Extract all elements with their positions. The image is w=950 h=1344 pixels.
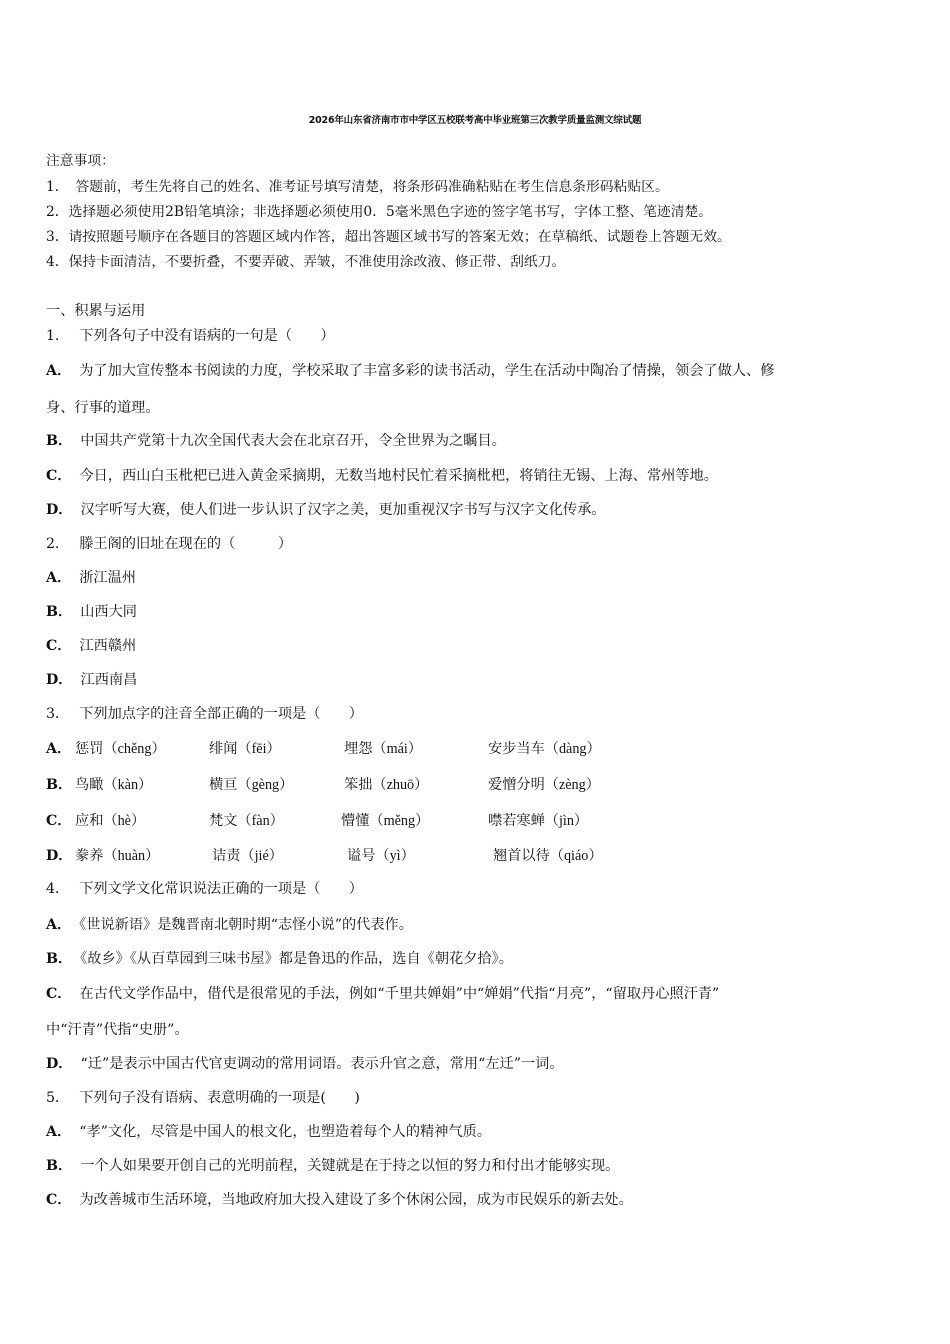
option-text: 汉字听写大赛，使人们进一步认识了汉字之美，更加重视汉字书写与汉字文化传承。: [80, 502, 606, 518]
option-label: D．: [46, 848, 73, 864]
option-text: 一个人如果要开创自己的光明前程，关键就是在于持之以恒的努力和付出才能够实现。: [80, 1158, 620, 1174]
option-text: 今日，西山白玉枇杷已进入黄金采摘期，无数当地村民忙着采摘枇杷，将销往无锡、上海、常州等地。: [79, 468, 718, 484]
q5-option-b: [46, 1157, 619, 1175]
option-label: B．: [46, 951, 73, 967]
option-text: 在古代文学作品中，借代是很常见的手法，例如“千里共婵娟”中“婵娟”代指“月亮”，“留取丹心照汗青”: [79, 986, 720, 1002]
question-text: 下列句子没有语病、表意明确的一项是( ): [79, 1090, 360, 1106]
pinyin-item: 爱憎分明（zèng）: [488, 777, 600, 793]
pinyin-item: 笨拙（zhuō）: [344, 777, 429, 793]
q2-option-a: [46, 569, 136, 587]
question-2-stem: [46, 535, 292, 553]
notice-item-4: 4．保持卡面清洁，不要折叠，不要弄破、弄皱，不准使用涂改液、修正带、刮纸刀。: [46, 254, 566, 270]
pinyin-item: 噤若寒蝉（jìn）: [488, 813, 589, 829]
q4-option-d: [46, 1055, 564, 1073]
pinyin-item: 埋怨（mái）: [344, 741, 423, 757]
q5-option-a: [46, 1123, 491, 1141]
option-label: B．: [46, 1158, 73, 1174]
question-1-stem: [46, 327, 335, 345]
option-text: 为改善城市生活环境，当地政府加大投入建设了多个休闲公园，成为市民娱乐的新去处。: [79, 1192, 633, 1208]
q1-option-a: [46, 362, 774, 380]
q2-option-b: [46, 603, 137, 621]
q2-option-d: [46, 671, 137, 689]
q4-option-c: [46, 985, 719, 1003]
option-text: 浙江温州: [79, 570, 136, 586]
question-5-stem: [46, 1089, 360, 1107]
pinyin-item: 惩罚（chěng）: [75, 741, 166, 757]
option-text: 山西大同: [80, 604, 137, 620]
pinyin-item: 应和（hè）: [75, 813, 146, 829]
page-title: 2026年山东省济南市市中学区五校联考高中毕业班第三次教学质量监测文综试题: [308, 115, 642, 126]
q5-option-c: [46, 1191, 633, 1209]
option-label: B．: [46, 433, 73, 449]
q1-option-b: [46, 432, 506, 450]
q1-option-c: [46, 467, 718, 485]
question-number: 2．: [46, 536, 70, 552]
option-text: 江西赣州: [79, 638, 137, 654]
question-text: 滕王阁的旧址在现在的（ ）: [79, 536, 293, 552]
option-label: A．: [46, 917, 72, 933]
notice-item-2: 2．选择题必须使用2B铅笔填涂；非选择题必须使用0．5毫米黑色字迹的签字笔书写，字体工整、笔迹清楚。: [46, 204, 713, 220]
question-3-stem: [46, 705, 363, 723]
option-label: B．: [46, 604, 73, 620]
option-text: “孝”文化，尽管是中国人的根文化，也塑造着每个人的精神气质。: [79, 1124, 491, 1140]
option-text: 江西南昌: [80, 672, 138, 688]
pinyin-item: 谥号（yì）: [347, 848, 415, 864]
option-label: C．: [46, 638, 72, 654]
option-label: C．: [46, 1192, 72, 1208]
option-label: D．: [46, 1056, 73, 1072]
option-label: A．: [46, 570, 72, 586]
question-number: 5．: [46, 1090, 70, 1106]
q2-option-c: [46, 637, 136, 655]
option-text: “迁”是表示中国古代官吏调动的常用词语。表示升官之意，常用“左迁”一词。: [80, 1056, 564, 1072]
question-number: 1．: [46, 328, 70, 344]
q3-option-b: [46, 774, 926, 794]
option-text: 为了加大宣传整本书阅读的力度，学校采取了丰富多彩的读书活动，学生在活动中陶冶了情操，领会了做人、修: [79, 363, 775, 379]
pinyin-item: 横亘（gèng）: [209, 777, 294, 793]
q3-option-a: [46, 738, 926, 758]
pinyin-item: 诘责（jié）: [212, 848, 283, 864]
notice-heading: 注意事项：: [46, 153, 115, 169]
option-label: A．: [46, 363, 72, 379]
q3-option-d: [46, 845, 926, 865]
pinyin-item: 鸟瞰（kàn）: [75, 777, 153, 793]
pinyin-item: 安步当车（dàng）: [488, 741, 601, 757]
pinyin-item: 绯闻（fēi）: [209, 741, 281, 757]
option-label: A．: [46, 741, 72, 757]
question-text: 下列加点字的注音全部正确的一项是（ ）: [79, 706, 363, 722]
question-text: 下列各句子中没有语病的一句是（ ）: [79, 328, 335, 344]
option-label: A．: [46, 1124, 72, 1140]
option-label: C．: [46, 813, 72, 829]
q4-option-b: [46, 950, 513, 968]
question-text: 下列文学文化常识说法正确的一项是（ ）: [79, 881, 363, 897]
option-label: D．: [46, 502, 73, 518]
option-label: C．: [46, 986, 72, 1002]
q4-option-c-continued: 中“汗青”代指“史册”。: [46, 1022, 189, 1038]
q4-option-a: [46, 916, 413, 934]
pinyin-item: 梵文（fàn）: [209, 813, 284, 829]
option-text: 《故乡》《从百草园到三味书屋》都是鲁迅的作品，选自《朝花夕拾》。: [80, 951, 513, 967]
question-4-stem: [46, 880, 363, 898]
q1-option-a-continued: 身、行事的道理。: [46, 400, 160, 416]
pinyin-item: 豢养（huàn）: [75, 848, 160, 864]
option-text: 中国共产党第十九次全国代表大会在北京召开，令全世界为之瞩目。: [80, 433, 506, 449]
question-number: 4．: [46, 881, 70, 897]
option-label: D．: [46, 672, 73, 688]
pinyin-item: 懵懂（měng）: [341, 813, 430, 829]
option-text: 《世说新语》是魏晋南北朝时期“志怪小说”的代表作。: [79, 917, 413, 933]
notice-item-1: 1． 答题前，考生先将自己的姓名、准考证号填写清楚，将条形码准确粘贴在考生信息条形码粘贴区。: [46, 179, 669, 195]
notice-item-3: 3．请按照题号顺序在各题目的答题区域内作答，超出答题区域书写的答案无效；在草稿纸、试题卷上答题无效。: [46, 229, 731, 245]
option-label: B．: [46, 777, 73, 793]
question-number: 3．: [46, 706, 70, 722]
option-label: C．: [46, 468, 72, 484]
pinyin-item: 翘首以待（qiáo）: [493, 848, 603, 864]
q1-option-d: [46, 501, 605, 519]
section-heading: 一、积累与运用: [46, 303, 146, 319]
q3-option-c: [46, 810, 926, 830]
